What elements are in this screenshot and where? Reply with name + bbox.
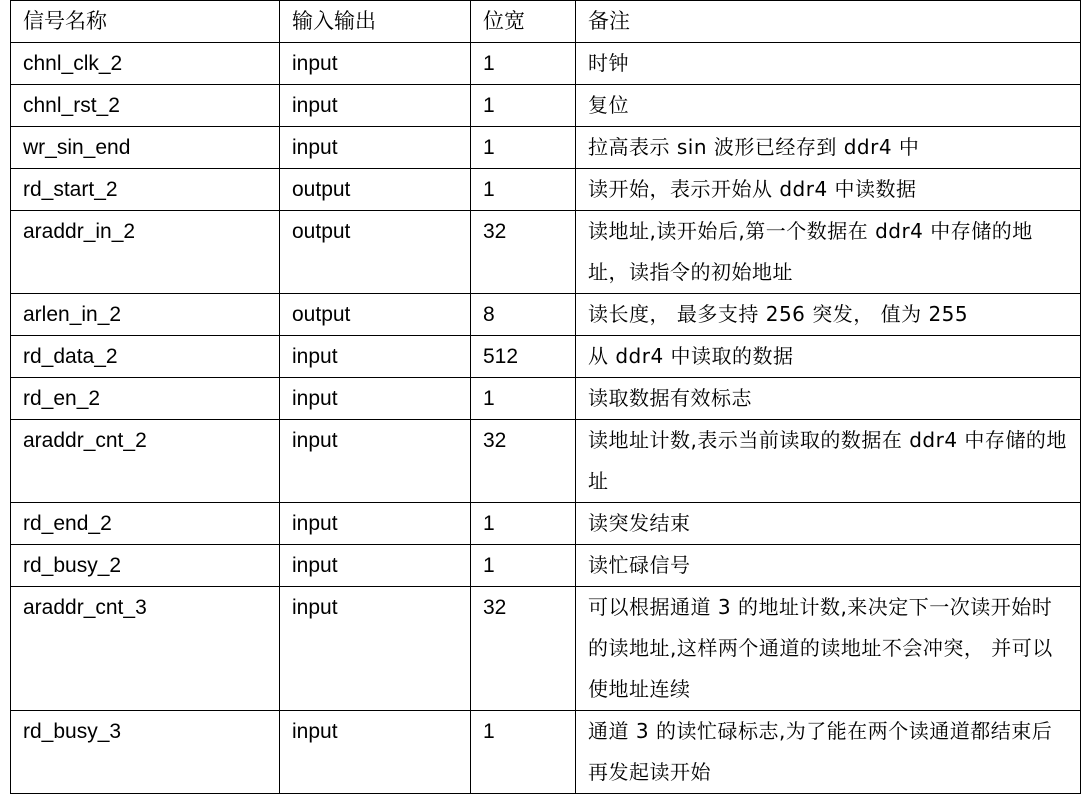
cell-direction: input (280, 587, 471, 711)
cell-remark: 拉高表示 sin 波形已经存到 ddr4 中 (576, 127, 1081, 169)
cell-bit-width: 1 (471, 127, 576, 169)
cell-direction: input (280, 711, 471, 794)
cell-direction: input (280, 85, 471, 127)
cell-signal-name: rd_busy_2 (11, 545, 280, 587)
table-row (11, 503, 1081, 545)
table-row (11, 294, 1081, 336)
header-direction: 输入输出 (280, 1, 471, 43)
table-row (11, 85, 1081, 127)
cell-direction: input (280, 378, 471, 420)
cell-bit-width: 1 (471, 43, 576, 85)
cell-direction: input (280, 545, 471, 587)
cell-remark: 读突发结束 (576, 503, 1081, 545)
cell-remark: 读地址,读开始后,第一个数据在 ddr4 中存储的地址，读指令的初始地址 (576, 211, 1081, 294)
header-remark: 备注 (576, 1, 1081, 43)
cell-bit-width: 32 (471, 587, 576, 711)
cell-remark: 读长度， 最多支持 256 突发， 值为 255 (576, 294, 1081, 336)
cell-direction: input (280, 503, 471, 545)
table-row (11, 211, 1081, 294)
cell-remark: 时钟 (576, 43, 1081, 85)
table-row (11, 43, 1081, 85)
cell-signal-name: rd_start_2 (11, 169, 280, 211)
cell-signal-name: chnl_clk_2 (11, 43, 280, 85)
cell-signal-name: chnl_rst_2 (11, 85, 280, 127)
cell-signal-name: rd_en_2 (11, 378, 280, 420)
table-row (11, 127, 1081, 169)
cell-direction: input (280, 420, 471, 503)
table-row (11, 169, 1081, 211)
cell-direction: output (280, 211, 471, 294)
cell-bit-width: 32 (471, 420, 576, 503)
cell-signal-name: rd_busy_3 (11, 711, 280, 794)
cell-remark: 读忙碌信号 (576, 545, 1081, 587)
cell-remark: 读开始，表示开始从 ddr4 中读数据 (576, 169, 1081, 211)
cell-remark: 从 ddr4 中读取的数据 (576, 336, 1081, 378)
cell-direction: input (280, 127, 471, 169)
cell-remark: 读取数据有效标志 (576, 378, 1081, 420)
cell-signal-name: rd_end_2 (11, 503, 280, 545)
cell-signal-name: wr_sin_end (11, 127, 280, 169)
cell-bit-width: 8 (471, 294, 576, 336)
cell-remark: 读地址计数,表示当前读取的数据在 ddr4 中存储的地址 (576, 420, 1081, 503)
cell-bit-width: 1 (471, 503, 576, 545)
cell-bit-width: 1 (471, 378, 576, 420)
table-row (11, 545, 1081, 587)
cell-signal-name: araddr_cnt_2 (11, 420, 280, 503)
cell-bit-width: 1 (471, 545, 576, 587)
cell-bit-width: 1 (471, 169, 576, 211)
signal-table (10, 0, 1081, 794)
table-row (11, 587, 1081, 711)
cell-bit-width: 32 (471, 211, 576, 294)
cell-direction: input (280, 43, 471, 85)
cell-remark: 通道 3 的读忙碌标志,为了能在两个读通道都结束后再发起读开始 (576, 711, 1081, 794)
cell-direction: output (280, 169, 471, 211)
header-signal-name: 信号名称 (11, 1, 280, 43)
table-row (11, 378, 1081, 420)
table-row (11, 336, 1081, 378)
cell-remark: 复位 (576, 85, 1081, 127)
cell-signal-name: araddr_in_2 (11, 211, 280, 294)
header-bit-width: 位宽 (471, 1, 576, 43)
cell-direction: output (280, 294, 471, 336)
cell-remark: 可以根据通道 3 的地址计数,来决定下一次读开始时的读地址,这样两个通道的读地址不会冲突， 并可以使地址连续 (576, 587, 1081, 711)
cell-signal-name: rd_data_2 (11, 336, 280, 378)
table-row (11, 420, 1081, 503)
table-row (11, 711, 1081, 794)
cell-bit-width: 512 (471, 336, 576, 378)
table-header-row (11, 1, 1081, 43)
cell-bit-width: 1 (471, 85, 576, 127)
cell-signal-name: arlen_in_2 (11, 294, 280, 336)
cell-signal-name: araddr_cnt_3 (11, 587, 280, 711)
cell-direction: input (280, 336, 471, 378)
cell-bit-width: 1 (471, 711, 576, 794)
